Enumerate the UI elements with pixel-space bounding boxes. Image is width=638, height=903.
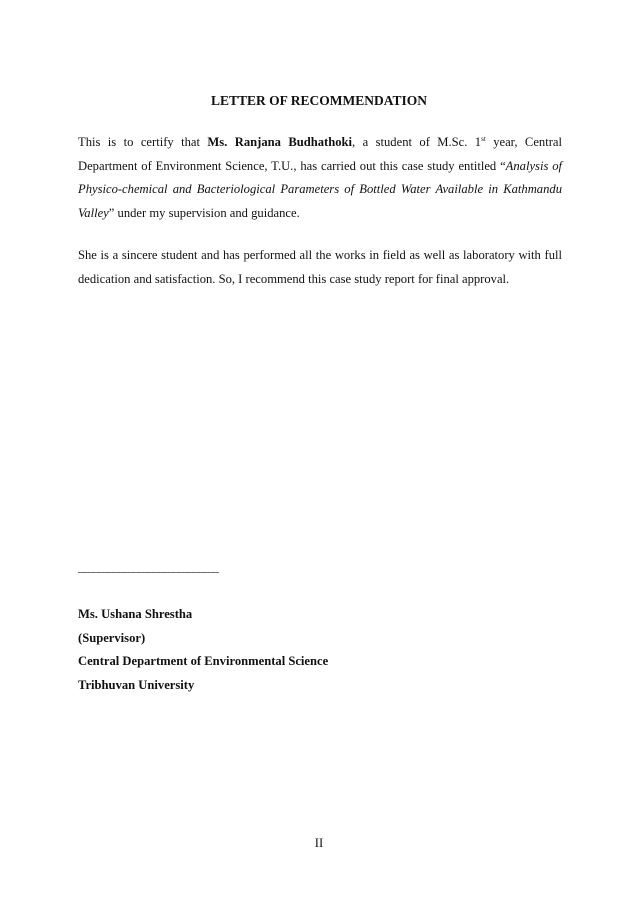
signature-line: ____________________________ xyxy=(78,560,218,574)
paragraph-text: year, Central Department of Environment Science, T.U., has carried out this case study entitled “ xyxy=(78,135,562,173)
signatory-university: Tribhuvan University xyxy=(78,677,195,692)
paragraph-text: , a student of M.Sc. 1 xyxy=(352,135,482,149)
page-number: II xyxy=(314,836,324,850)
letter-title: LETTER OF RECOMMENDATION xyxy=(210,93,427,108)
paragraph-text: ” under my supervision and guidance. xyxy=(108,205,300,220)
student-name: Ms. Ranjana Budhathoki xyxy=(207,135,353,149)
signatory-name: Ms. Ushana Shrestha xyxy=(78,607,193,621)
signatory-department: Central Department of Environmental Science xyxy=(78,654,329,668)
paragraph-text: This is to certify that xyxy=(78,135,208,149)
ordinal-suffix: st xyxy=(481,134,486,143)
study-title: Analysis of Physico-chemical and Bacteriological Parameters of Bottled Water Available in Kathmandu Valley xyxy=(78,158,562,220)
certification-paragraph xyxy=(78,131,562,225)
signatory-block xyxy=(78,603,328,697)
signatory-role: (Supervisor) xyxy=(78,630,146,645)
recommendation-paragraph: She is a sincere student and has performed all the works in field as well as laboratory with full dedication and satisfaction. So, I recommend this case study report for final approval. xyxy=(78,248,562,286)
